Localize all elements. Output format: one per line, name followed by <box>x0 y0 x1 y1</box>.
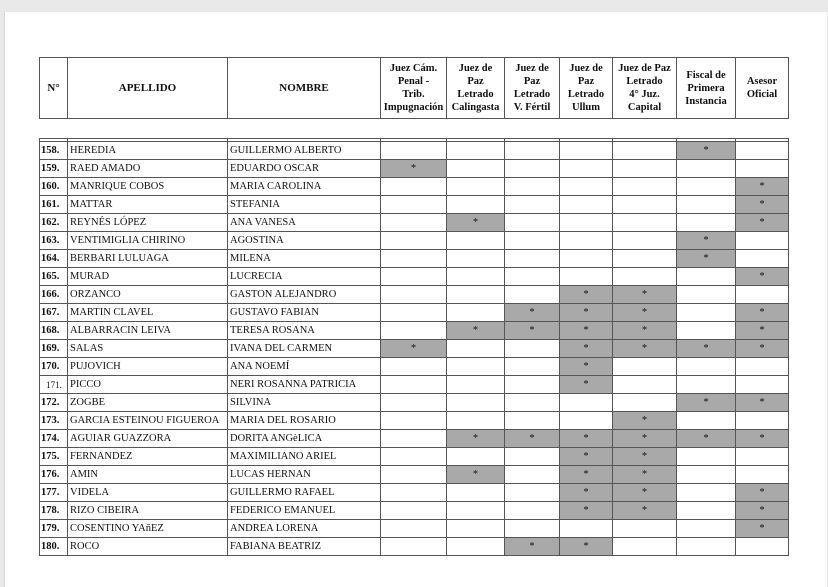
mark-cell-marked: * <box>736 214 789 232</box>
mark-cell-empty <box>613 538 677 556</box>
mark-cell-marked: * <box>736 268 789 286</box>
mark-cell-empty <box>613 196 677 214</box>
row-nombre: NERI ROSANNA PATRICIA <box>228 376 381 394</box>
mark-cell-marked: * <box>613 502 677 520</box>
header-col-line: Paz <box>577 76 595 87</box>
mark-cell-empty <box>505 394 560 412</box>
mark-cell-empty <box>736 142 789 160</box>
row-apellido: VENTIMIGLIA CHIRINO <box>68 232 228 250</box>
table-row <box>40 160 789 178</box>
table-row <box>40 142 789 160</box>
header-col-0 <box>381 58 447 119</box>
table-row <box>40 502 789 520</box>
header-col-line: V. Fértil <box>513 102 551 113</box>
mark-cell-empty <box>677 304 736 322</box>
row-nombre: LUCAS HERNAN <box>228 466 381 484</box>
mark-cell-empty <box>381 394 447 412</box>
row-number: 171. <box>40 376 68 394</box>
mark-cell-empty <box>560 232 613 250</box>
table-row <box>40 484 789 502</box>
header-col-2 <box>505 58 560 119</box>
mark-cell-empty <box>447 538 505 556</box>
mark-cell-marked: * <box>677 232 736 250</box>
table-header <box>39 57 789 119</box>
document-page <box>4 12 827 587</box>
row-number: 172. <box>40 394 68 412</box>
mark-cell-marked: * <box>677 250 736 268</box>
row-nombre: MILENA <box>228 250 381 268</box>
header-col-line: Oficial <box>746 89 778 100</box>
row-nombre: MARIA DEL ROSARIO <box>228 412 381 430</box>
row-number: 178. <box>40 502 68 520</box>
mark-cell-marked: * <box>381 340 447 358</box>
mark-cell-empty <box>677 178 736 196</box>
mark-cell-empty <box>447 196 505 214</box>
mark-cell-empty <box>447 268 505 286</box>
mark-cell-marked: * <box>613 466 677 484</box>
header-col-6 <box>736 58 789 119</box>
table-row <box>40 178 789 196</box>
mark-cell-marked: * <box>560 322 613 340</box>
row-apellido: HEREDIA <box>68 142 228 160</box>
row-apellido: MURAD <box>68 268 228 286</box>
mark-cell-empty <box>381 358 447 376</box>
row-nombre: ANDREA LORENA <box>228 520 381 538</box>
mark-cell-empty <box>677 502 736 520</box>
mark-cell-empty <box>505 484 560 502</box>
mark-cell-empty <box>505 412 560 430</box>
mark-cell-empty <box>381 538 447 556</box>
mark-cell-marked: * <box>613 340 677 358</box>
row-number: 173. <box>40 412 68 430</box>
mark-cell-empty <box>447 142 505 160</box>
table-row <box>40 358 789 376</box>
row-number: 170. <box>40 358 68 376</box>
mark-cell-empty <box>505 178 560 196</box>
row-number: 162. <box>40 214 68 232</box>
mark-cell-marked: * <box>560 466 613 484</box>
header-col-line: Paz <box>467 76 484 87</box>
row-number: 175. <box>40 448 68 466</box>
mark-cell-empty <box>447 304 505 322</box>
mark-cell-marked: * <box>736 394 789 412</box>
mark-cell-marked: * <box>736 430 789 448</box>
mark-cell-empty <box>560 178 613 196</box>
mark-cell-empty <box>560 520 613 538</box>
mark-cell-empty <box>447 358 505 376</box>
mark-cell-empty <box>381 286 447 304</box>
row-nombre: DORITA ANGèLICA <box>228 430 381 448</box>
row-nombre: MAXIMILIANO ARIEL <box>228 448 381 466</box>
mark-cell-empty <box>736 466 789 484</box>
mark-cell-marked: * <box>613 430 677 448</box>
row-number: 180. <box>40 538 68 556</box>
header-num: N° <box>40 58 68 119</box>
row-number: 163. <box>40 232 68 250</box>
table-row <box>40 412 789 430</box>
mark-cell-empty <box>677 160 736 178</box>
mark-cell-empty <box>381 142 447 160</box>
mark-cell-empty <box>677 286 736 304</box>
mark-cell-empty <box>505 520 560 538</box>
mark-cell-empty <box>381 448 447 466</box>
table-row <box>40 376 789 394</box>
mark-cell-marked: * <box>560 304 613 322</box>
row-number: 164. <box>40 250 68 268</box>
mark-cell-marked: * <box>613 304 677 322</box>
mark-cell-empty <box>560 268 613 286</box>
table-body <box>39 138 789 556</box>
mark-cell-empty <box>381 484 447 502</box>
mark-cell-empty <box>505 376 560 394</box>
row-apellido: AMIN <box>68 466 228 484</box>
mark-cell-empty <box>613 376 677 394</box>
mark-cell-empty <box>560 160 613 178</box>
row-nombre: TERESA ROSANA <box>228 322 381 340</box>
header-col-line: Primera <box>687 82 725 94</box>
row-apellido: VIDELA <box>68 484 228 502</box>
mark-cell-marked: * <box>560 286 613 304</box>
mark-cell-empty <box>613 178 677 196</box>
row-number: 165. <box>40 268 68 286</box>
table-row <box>40 430 789 448</box>
mark-cell-empty <box>560 142 613 160</box>
table-row <box>40 250 789 268</box>
mark-cell-empty <box>736 286 789 304</box>
mark-cell-empty <box>381 304 447 322</box>
mark-cell-marked: * <box>736 484 789 502</box>
row-apellido: GARCIA ESTEINOU FIGUEROA <box>68 412 228 430</box>
mark-cell-empty <box>613 142 677 160</box>
mark-cell-marked: * <box>677 142 736 160</box>
mark-cell-empty <box>677 214 736 232</box>
row-nombre: GUSTAVO FABIAN <box>228 304 381 322</box>
mark-cell-empty <box>381 466 447 484</box>
mark-cell-marked: * <box>505 430 560 448</box>
row-apellido: ROCO <box>68 538 228 556</box>
mark-cell-marked: * <box>447 430 505 448</box>
mark-cell-marked: * <box>736 178 789 196</box>
mark-cell-marked: * <box>613 322 677 340</box>
row-apellido: PICCO <box>68 376 228 394</box>
header-col-line: Trib. <box>402 89 425 100</box>
header-col-5 <box>677 58 736 119</box>
row-nombre: AGOSTINA <box>228 232 381 250</box>
mark-cell-empty <box>447 232 505 250</box>
mark-cell-empty <box>677 484 736 502</box>
mark-cell-empty <box>560 250 613 268</box>
mark-cell-empty <box>447 286 505 304</box>
table-row <box>40 448 789 466</box>
mark-cell-empty <box>736 538 789 556</box>
header-col-4 <box>613 58 677 119</box>
mark-cell-empty <box>505 448 560 466</box>
header-col-3 <box>560 58 613 119</box>
mark-cell-marked: * <box>381 160 447 178</box>
mark-cell-empty <box>381 250 447 268</box>
header-col-line: Juez de Paz <box>618 63 671 74</box>
mark-cell-empty <box>381 412 447 430</box>
header-col-line: Paz <box>523 76 541 87</box>
row-number: 167. <box>40 304 68 322</box>
mark-cell-marked: * <box>560 484 613 502</box>
mark-cell-marked: * <box>736 340 789 358</box>
header-col-line: Impugnación <box>383 102 444 113</box>
mark-cell-empty <box>381 520 447 538</box>
row-apellido: MARTIN CLAVEL <box>68 304 228 322</box>
row-nombre: IVANA DEL CARMEN <box>228 340 381 358</box>
row-number: 179. <box>40 520 68 538</box>
mark-cell-marked: * <box>447 322 505 340</box>
header-nombre: NOMBRE <box>228 58 381 119</box>
table-row <box>40 466 789 484</box>
mark-cell-marked: * <box>560 358 613 376</box>
mark-cell-empty <box>736 250 789 268</box>
row-nombre: LUCRECIA <box>228 268 381 286</box>
mark-cell-empty <box>560 412 613 430</box>
mark-cell-marked: * <box>736 196 789 214</box>
row-nombre: ANA VANESA <box>228 214 381 232</box>
mark-cell-empty <box>560 214 613 232</box>
row-number: 161. <box>40 196 68 214</box>
header-col-line: Juez Cám. <box>389 63 438 74</box>
mark-cell-empty <box>447 178 505 196</box>
row-number: 168. <box>40 322 68 340</box>
header-col-line: Instancia <box>685 95 727 107</box>
header-col-line: Letrado <box>567 89 605 100</box>
mark-cell-marked: * <box>560 502 613 520</box>
table-rows <box>40 139 789 556</box>
header-col-1 <box>447 58 505 119</box>
mark-cell-marked: * <box>613 484 677 502</box>
mark-cell-empty <box>447 160 505 178</box>
table-row <box>40 232 789 250</box>
header-col-line: Capital <box>627 102 662 113</box>
mark-cell-empty <box>381 196 447 214</box>
mark-cell-empty <box>505 232 560 250</box>
row-number: 169. <box>40 340 68 358</box>
mark-cell-empty <box>447 376 505 394</box>
mark-cell-empty <box>447 502 505 520</box>
header-col-line: Asesor <box>746 76 778 87</box>
mark-cell-marked: * <box>736 520 789 538</box>
mark-cell-empty <box>447 520 505 538</box>
mark-cell-empty <box>613 250 677 268</box>
mark-cell-empty <box>677 358 736 376</box>
mark-cell-empty <box>505 268 560 286</box>
row-number: 174. <box>40 430 68 448</box>
table-row <box>40 340 789 358</box>
row-apellido: FERNANDEZ <box>68 448 228 466</box>
mark-cell-empty <box>381 268 447 286</box>
header-col-line: Juez de <box>569 63 603 74</box>
mark-cell-empty <box>505 502 560 520</box>
mark-cell-empty <box>677 412 736 430</box>
mark-cell-empty <box>677 196 736 214</box>
mark-cell-marked: * <box>447 214 505 232</box>
mark-cell-empty <box>736 376 789 394</box>
header-row <box>40 58 789 119</box>
row-apellido: BERBARI LULUAGA <box>68 250 228 268</box>
mark-cell-marked: * <box>613 448 677 466</box>
table-row <box>40 268 789 286</box>
row-apellido: PUJOVICH <box>68 358 228 376</box>
mark-cell-empty <box>381 232 447 250</box>
mark-cell-empty <box>381 178 447 196</box>
mark-cell-marked: * <box>560 376 613 394</box>
mark-cell-empty <box>677 538 736 556</box>
mark-cell-marked: * <box>505 538 560 556</box>
mark-cell-empty <box>447 394 505 412</box>
mark-cell-empty <box>505 358 560 376</box>
table-row <box>40 214 789 232</box>
mark-cell-marked: * <box>560 340 613 358</box>
mark-cell-marked: * <box>505 322 560 340</box>
header-col-line: Juez de <box>515 63 549 74</box>
table-row <box>40 322 789 340</box>
row-number: 176. <box>40 466 68 484</box>
mark-cell-empty <box>505 142 560 160</box>
header-apellido: APELLIDO <box>68 58 228 119</box>
row-nombre: FEDERICO EMANUEL <box>228 502 381 520</box>
mark-cell-empty <box>381 214 447 232</box>
table-row <box>40 196 789 214</box>
mark-cell-empty <box>505 340 560 358</box>
mark-cell-marked: * <box>736 322 789 340</box>
row-apellido: AGUIAR GUAZZORA <box>68 430 228 448</box>
mark-cell-marked: * <box>560 448 613 466</box>
mark-cell-marked: * <box>736 502 789 520</box>
header-col-line: Ullum <box>571 102 600 113</box>
mark-cell-empty <box>447 448 505 466</box>
row-nombre: GUILLERMO ALBERTO <box>228 142 381 160</box>
row-apellido: ORZANCO <box>68 286 228 304</box>
header-col-line: Fiscal de <box>686 69 726 81</box>
row-number: 160. <box>40 178 68 196</box>
row-apellido: COSENTINO YAñEZ <box>68 520 228 538</box>
mark-cell-empty <box>560 196 613 214</box>
row-number: 166. <box>40 286 68 304</box>
mark-cell-empty <box>736 412 789 430</box>
header-col-line: Penal - <box>397 76 430 87</box>
table-row <box>40 538 789 556</box>
row-apellido: ZOGBE <box>68 394 228 412</box>
mark-cell-empty <box>613 358 677 376</box>
mark-cell-marked: * <box>677 430 736 448</box>
row-apellido: REYNÉS LÓPEZ <box>68 214 228 232</box>
row-apellido: ALBARRACIN LEIVA <box>68 322 228 340</box>
mark-cell-empty <box>505 286 560 304</box>
row-nombre: GASTON ALEJANDRO <box>228 286 381 304</box>
header-col-line: Letrado <box>626 76 663 87</box>
mark-cell-empty <box>505 214 560 232</box>
mark-cell-empty <box>613 520 677 538</box>
mark-cell-empty <box>447 250 505 268</box>
header-col-line: Letrado <box>513 89 551 100</box>
mark-cell-empty <box>613 232 677 250</box>
table-row <box>40 394 789 412</box>
mark-cell-marked: * <box>613 286 677 304</box>
mark-cell-empty <box>505 250 560 268</box>
mark-cell-marked: * <box>447 466 505 484</box>
row-nombre: STEFANIA <box>228 196 381 214</box>
mark-cell-empty <box>736 358 789 376</box>
mark-cell-marked: * <box>677 394 736 412</box>
mark-cell-marked: * <box>505 304 560 322</box>
mark-cell-empty <box>677 268 736 286</box>
mark-cell-empty <box>613 160 677 178</box>
mark-cell-marked: * <box>560 538 613 556</box>
row-apellido: RAED AMADO <box>68 160 228 178</box>
mark-cell-empty <box>381 502 447 520</box>
row-number: 158. <box>40 142 68 160</box>
header-col-line: 4° Juz. <box>629 89 660 100</box>
mark-cell-empty <box>447 340 505 358</box>
table-row <box>40 286 789 304</box>
mark-cell-empty <box>677 520 736 538</box>
row-apellido: MATTAR <box>68 196 228 214</box>
row-nombre: FABIANA BEATRIZ <box>228 538 381 556</box>
mark-cell-marked: * <box>560 430 613 448</box>
mark-cell-marked: * <box>613 412 677 430</box>
row-number: 177. <box>40 484 68 502</box>
mark-cell-empty <box>381 430 447 448</box>
mark-cell-marked: * <box>736 304 789 322</box>
mark-cell-empty <box>736 160 789 178</box>
mark-cell-empty <box>505 160 560 178</box>
mark-cell-empty <box>505 466 560 484</box>
mark-cell-empty <box>505 196 560 214</box>
table-row <box>40 520 789 538</box>
row-nombre: GUILLERMO RAFAEL <box>228 484 381 502</box>
mark-cell-empty <box>736 232 789 250</box>
row-nombre: EDUARDO OSCAR <box>228 160 381 178</box>
mark-cell-empty <box>677 448 736 466</box>
row-nombre: SILVINA <box>228 394 381 412</box>
mark-cell-empty <box>381 322 447 340</box>
table-row <box>40 304 789 322</box>
row-nombre: MARIA CAROLINA <box>228 178 381 196</box>
mark-cell-empty <box>613 214 677 232</box>
mark-cell-empty <box>560 394 613 412</box>
mark-cell-empty <box>447 412 505 430</box>
header-col-line: Juez de <box>458 63 493 74</box>
mark-cell-empty <box>447 484 505 502</box>
mark-cell-empty <box>613 268 677 286</box>
row-apellido: SALAS <box>68 340 228 358</box>
row-nombre: ANA NOEMÍ <box>228 358 381 376</box>
mark-cell-empty <box>613 394 677 412</box>
row-apellido: RIZO CIBEIRA <box>68 502 228 520</box>
mark-cell-empty <box>677 376 736 394</box>
mark-cell-empty <box>381 376 447 394</box>
mark-cell-marked: * <box>677 340 736 358</box>
row-number: 159. <box>40 160 68 178</box>
mark-cell-empty <box>736 448 789 466</box>
mark-cell-empty <box>677 322 736 340</box>
header-col-line: Letrado <box>457 89 494 100</box>
row-apellido: MANRIQUE COBOS <box>68 178 228 196</box>
header-col-line: Calingasta <box>451 102 500 113</box>
mark-cell-empty <box>677 466 736 484</box>
